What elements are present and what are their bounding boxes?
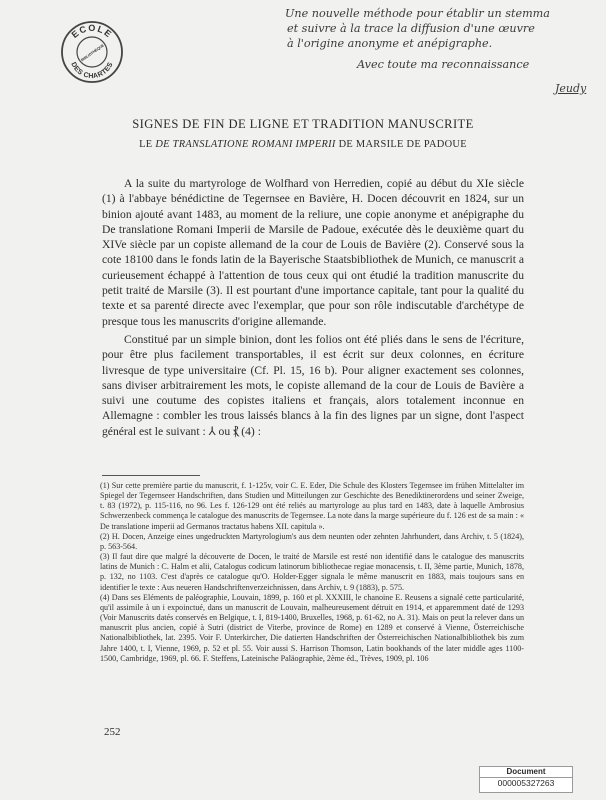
handwritten-dedication bbox=[285, 6, 601, 95]
label-title: Document bbox=[506, 767, 546, 776]
stamp-middle-text: BIBLIOTHÈQUE bbox=[80, 43, 105, 63]
page-number: 252 bbox=[104, 726, 121, 738]
stamp-bottom-text: DES CHARTES bbox=[69, 61, 115, 81]
handwritten-line: Avec toute ma reconnaissance bbox=[357, 58, 530, 71]
subtitle-work-title: DE TRANSLATIONE ROMANI IMPERII bbox=[155, 139, 336, 150]
label-number: 000005327263 bbox=[480, 777, 572, 789]
body-text bbox=[102, 176, 524, 439]
handwritten-line: et suivre à la trace la diffusion d'une œuvre bbox=[287, 22, 535, 35]
article-subtitle bbox=[0, 139, 606, 150]
library-stamp bbox=[60, 20, 124, 84]
footnotes bbox=[100, 481, 524, 664]
paragraph: Constitué par un simple binion, dont les folios ont été pliés dans le sens de l'écriture, pour être plus facilement transportables, il est écrit sur deux colonnes, en écriture livresque de type universitaire (Cf. Pl. 15, 16 b). Pour aligner exactement ses colonnes, sans diviser arbitrairement les mots, le copiste allemand de la cour de Louis de Bavière a suivi une coutume des copistes italiens et français, alors totalement inconnue en Allemagne : combler les trous laissés blancs à la fin des lignes par un signe, dont l'aspect général est le suivant : ⅄ ou ⳩ (4) : bbox=[102, 332, 524, 438]
handwritten-line: à l'origine anonyme et anépigraphe. bbox=[287, 37, 493, 50]
footnote: (1) Sur cette première partie du manuscrit, f. 1-125v, voir C. E. Eder, Die Schule des Klosters Tegernsee im frühen Mittelalter im Spiegel der Tegernseer Handschriften, dans Studien und Mitteilungen zur Geschichte des Benediktinerordens und seiner Zweige, t. 83 (1972), p. 115-116, no 96. Les f. 126-129 ont été reliés au martyrologe au plus tard en 1483, date à laquelle Ambrosius Schwerzenbeck commença le catalogue des manuscrits de Tegernsee. La note dans la marge supérieure du f. 126 est de sa main : « De translatione imperii ad Germanos tractatus habens XII. capitula ». bbox=[100, 481, 524, 531]
document-barcode-label bbox=[479, 766, 573, 793]
handwritten-signature: Jeudy bbox=[555, 82, 587, 95]
footnote: (3) Il faut dire que malgré la découverte de Docen, le traité de Marsile est resté non identifié dans le catalogue des manuscrits latins de Munich : C. Halm et alii, Catalogus codicum latinorum bibliothecae regiae monacensis, t. II, 3ème partie, Munich, 1878, p. 132, no 1103. C'est d'après ce catalogue qu'O. Holder-Egger signala le même manuscrit en 1883, mais toujours sans en identifier le texte : Aus neueren Handschriftenverzeichnissen, dans Archiv, t. 9 (1883), p. 575. bbox=[100, 552, 524, 592]
article-title: SIGNES DE FIN DE LIGNE ET TRADITION MANUSCRITE bbox=[132, 117, 474, 131]
handwritten-line: Une nouvelle méthode pour établir un stemma bbox=[285, 7, 550, 20]
footnote: (2) H. Docen, Anzeige eines ungedruckten Martyrologium's aus dem neunten oder zehnten Jahrhundert, dans Archiv, t. 5 (1824), p. 563-564. bbox=[100, 531, 524, 551]
subtitle-suffix: DE MARSILE DE PADOUE bbox=[338, 139, 467, 150]
footnote-separator bbox=[102, 475, 200, 476]
stamp-top-text: ECOLE bbox=[69, 22, 115, 40]
footnote: (4) Dans ses Eléments de paléographie, Louvain, 1899, p. 160 et pl. XXXIII, le chanoine E. Reusens a signalé cette particularité, qu'il assimile à un i expoinctué, dans un manuscrit de Louvain, malheureusement détruit en 1914, et apparemment daté de 1293 (Voir Manuscrits datés conservés en Belgique, t. I, 819-1400, Bruxelles, 1968, p. 61-62, no A. 31). Mais on peut la relever dans un manuscrit plus ancien, copié à Sutri (district de Viterbe, province de Rome) en 1289 et conservé à Vienne, Österreichische Nationalbibliothek, lat. 2395. Voir F. Unterkircher, Die datierten Handschriften der Österreichischen Nationalbibliothek bis zum Jahre 1400, t. I, Vienne, 1969, p. 52 et pl. 55. Voir aussi S. Harrison Thomson, Latin bookhands of the later middle ages 1100-1500, Cambridge, 1969, pl. 66. F. Steffens, Lateinische Paläographie, 2ème éd., Trèves, 1909, pl. 106 bbox=[100, 592, 524, 663]
subtitle-prefix: LE bbox=[139, 139, 153, 150]
paragraph: A la suite du martyrologe de Wolfhard von Herredien, copié au début du XIe siècle (1) à l'abbaye bénédictine de Tegernsee en Bavière, H. Docen découvrit en 1824, sur un binion ajouté avant 1483, au moment de la reliure, une copie anonyme et anépigraphe du De translatione Romani Imperii de Marsile de Padoue, exécutée dès le deuxième quart du XIVe siècle par un copiste allemand de la cour de Louis de Bavière (2). Conservé sous la cote 18100 dans le fonds latin de la Bayerische Staatsbibliothek de Munich, ce manuscrit a curieusement échappé à l'attention de tous ceux qui ont étudié la tradition manuscrite du petit traité de Marsile (3). Il est pourtant d'une importance capitale, tant pour la qualité du texte et sa parenté directe avec l'exemplar, que pour son rôle indiscutable d'archétype de presque tous les manuscrits d'origine allemande. bbox=[102, 177, 524, 328]
